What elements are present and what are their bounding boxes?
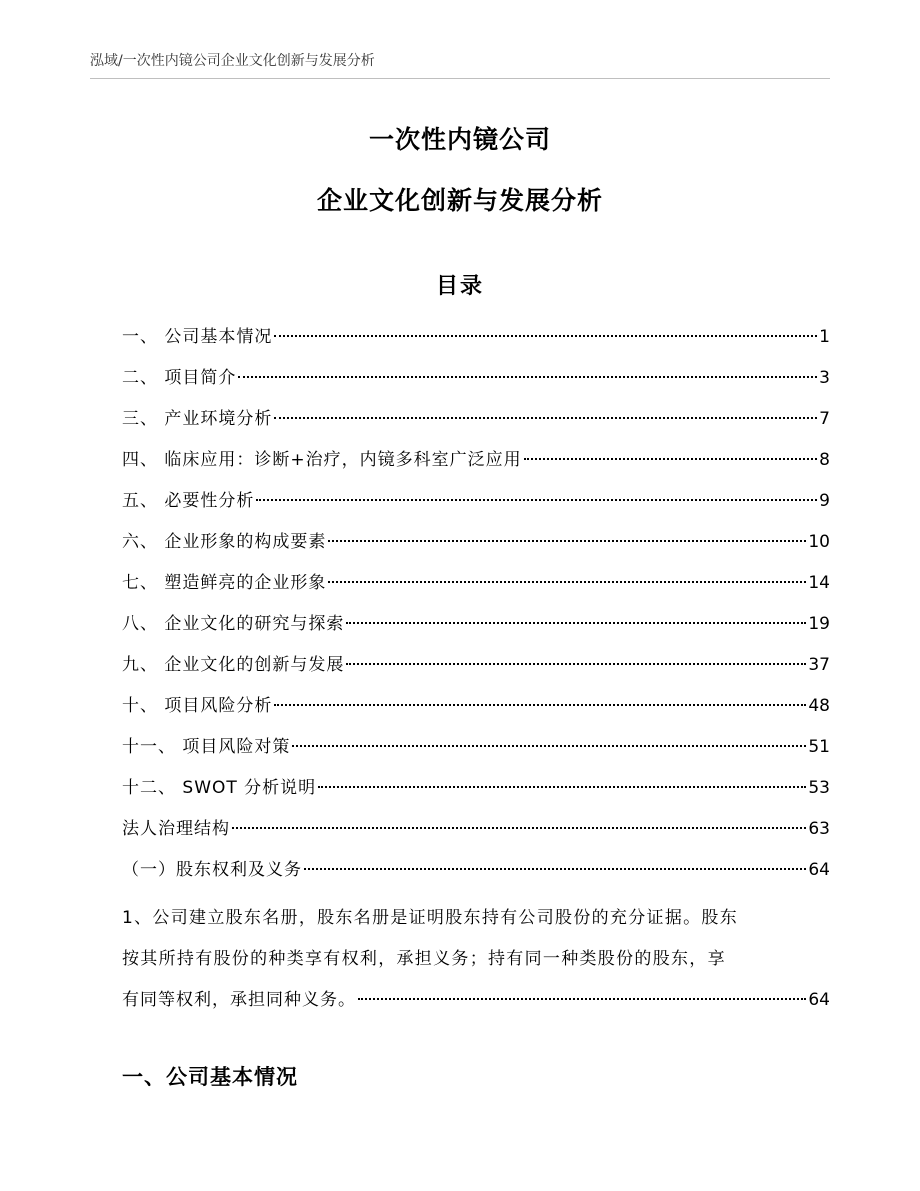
toc-page-number: 64 <box>808 990 830 1010</box>
toc-dot-leader <box>274 334 817 337</box>
toc-entry-label: 十、 项目风险分析 <box>122 696 273 716</box>
toc-dot-leader <box>328 580 806 583</box>
toc-entry-label: 法人治理结构 <box>122 819 230 839</box>
toc-entry[interactable] <box>122 485 830 526</box>
toc-entry[interactable] <box>122 649 830 690</box>
toc-entry-last-line <box>122 980 830 1021</box>
toc-heading: 目录 <box>435 274 484 299</box>
toc-dot-leader <box>318 785 806 788</box>
running-header: 泓域/一次性内镜公司企业文化创新与发展分析 <box>90 52 830 79</box>
toc-page-number: 9 <box>819 491 830 511</box>
toc-entry[interactable] <box>122 321 830 362</box>
toc-entry-label: 八、 企业文化的研究与探索 <box>122 614 345 634</box>
toc-page-number: 19 <box>808 614 830 634</box>
toc-page-number: 14 <box>808 573 830 593</box>
toc-entry[interactable] <box>122 731 830 772</box>
document-title-line-2: 企业文化创新与发展分析 <box>316 186 603 215</box>
document-title-line-1: 一次性内镜公司 <box>368 125 551 154</box>
toc-entry[interactable] <box>122 772 830 813</box>
toc-entry-text-line: 有同等权利，承担同种义务。 <box>122 990 356 1010</box>
toc-entry-label: 六、 企业形象的构成要素 <box>122 532 327 552</box>
toc-page-number: 8 <box>819 450 830 470</box>
toc-entry-label: 十二、 SWOT 分析说明 <box>122 778 317 798</box>
toc-page-number: 64 <box>808 860 830 880</box>
toc-page-number: 10 <box>808 532 830 552</box>
toc-entry-label: 一、 公司基本情况 <box>122 327 273 347</box>
toc-page-number: 3 <box>819 368 830 388</box>
toc-dot-leader <box>292 744 806 747</box>
table-of-contents <box>122 321 830 1021</box>
toc-dot-leader <box>274 416 817 419</box>
toc-page-number: 37 <box>808 655 830 675</box>
toc-dot-leader <box>238 375 817 378</box>
toc-entry[interactable] <box>122 526 830 567</box>
toc-entry-multiline[interactable] <box>122 898 830 1021</box>
toc-dot-leader <box>304 867 806 870</box>
toc-page-number: 1 <box>819 327 830 347</box>
toc-entry-label: 十一、 项目风险对策 <box>122 737 291 757</box>
toc-entry[interactable] <box>122 854 830 895</box>
toc-entry-label: 三、 产业环境分析 <box>122 409 273 429</box>
toc-page-number: 51 <box>808 737 830 757</box>
toc-entry-label: 五、 必要性分析 <box>122 491 255 511</box>
toc-entry-text-line: 1、公司建立股东名册，股东名册是证明股东持有公司股份的充分证据。股东 <box>122 908 739 928</box>
section-heading: 一、公司基本情况 <box>122 1065 298 1089</box>
toc-entry-label: 九、 企业文化的创新与发展 <box>122 655 345 675</box>
toc-entry-text-line: 按其所持有股份的种类享有权利，承担义务；持有同一种类股份的股东，享 <box>122 949 726 969</box>
toc-page-number: 63 <box>808 819 830 839</box>
toc-entry-label: 二、 项目简介 <box>122 368 237 388</box>
toc-entry[interactable] <box>122 362 830 403</box>
toc-dot-leader <box>328 539 806 542</box>
toc-dot-leader <box>256 498 817 501</box>
toc-page-number: 53 <box>808 778 830 798</box>
toc-entry[interactable] <box>122 444 830 485</box>
toc-dot-leader <box>346 621 806 624</box>
toc-dot-leader <box>274 703 806 706</box>
toc-page-number: 48 <box>808 696 830 716</box>
toc-entry[interactable] <box>122 690 830 731</box>
toc-dot-leader <box>524 457 818 460</box>
toc-entry-label: 四、 临床应用：诊断+治疗，内镜多科室广泛应用 <box>122 450 522 470</box>
toc-entry-label: （一）股东权利及义务 <box>122 860 302 880</box>
toc-dot-leader <box>232 826 806 829</box>
toc-entry[interactable] <box>122 813 830 854</box>
toc-entry[interactable] <box>122 608 830 649</box>
toc-page-number: 7 <box>819 409 830 429</box>
toc-entry[interactable] <box>122 403 830 444</box>
toc-entry[interactable] <box>122 567 830 608</box>
toc-dot-leader <box>346 662 806 665</box>
toc-entry-label: 七、 塑造鲜亮的企业形象 <box>122 573 327 593</box>
toc-dot-leader <box>358 997 806 1000</box>
